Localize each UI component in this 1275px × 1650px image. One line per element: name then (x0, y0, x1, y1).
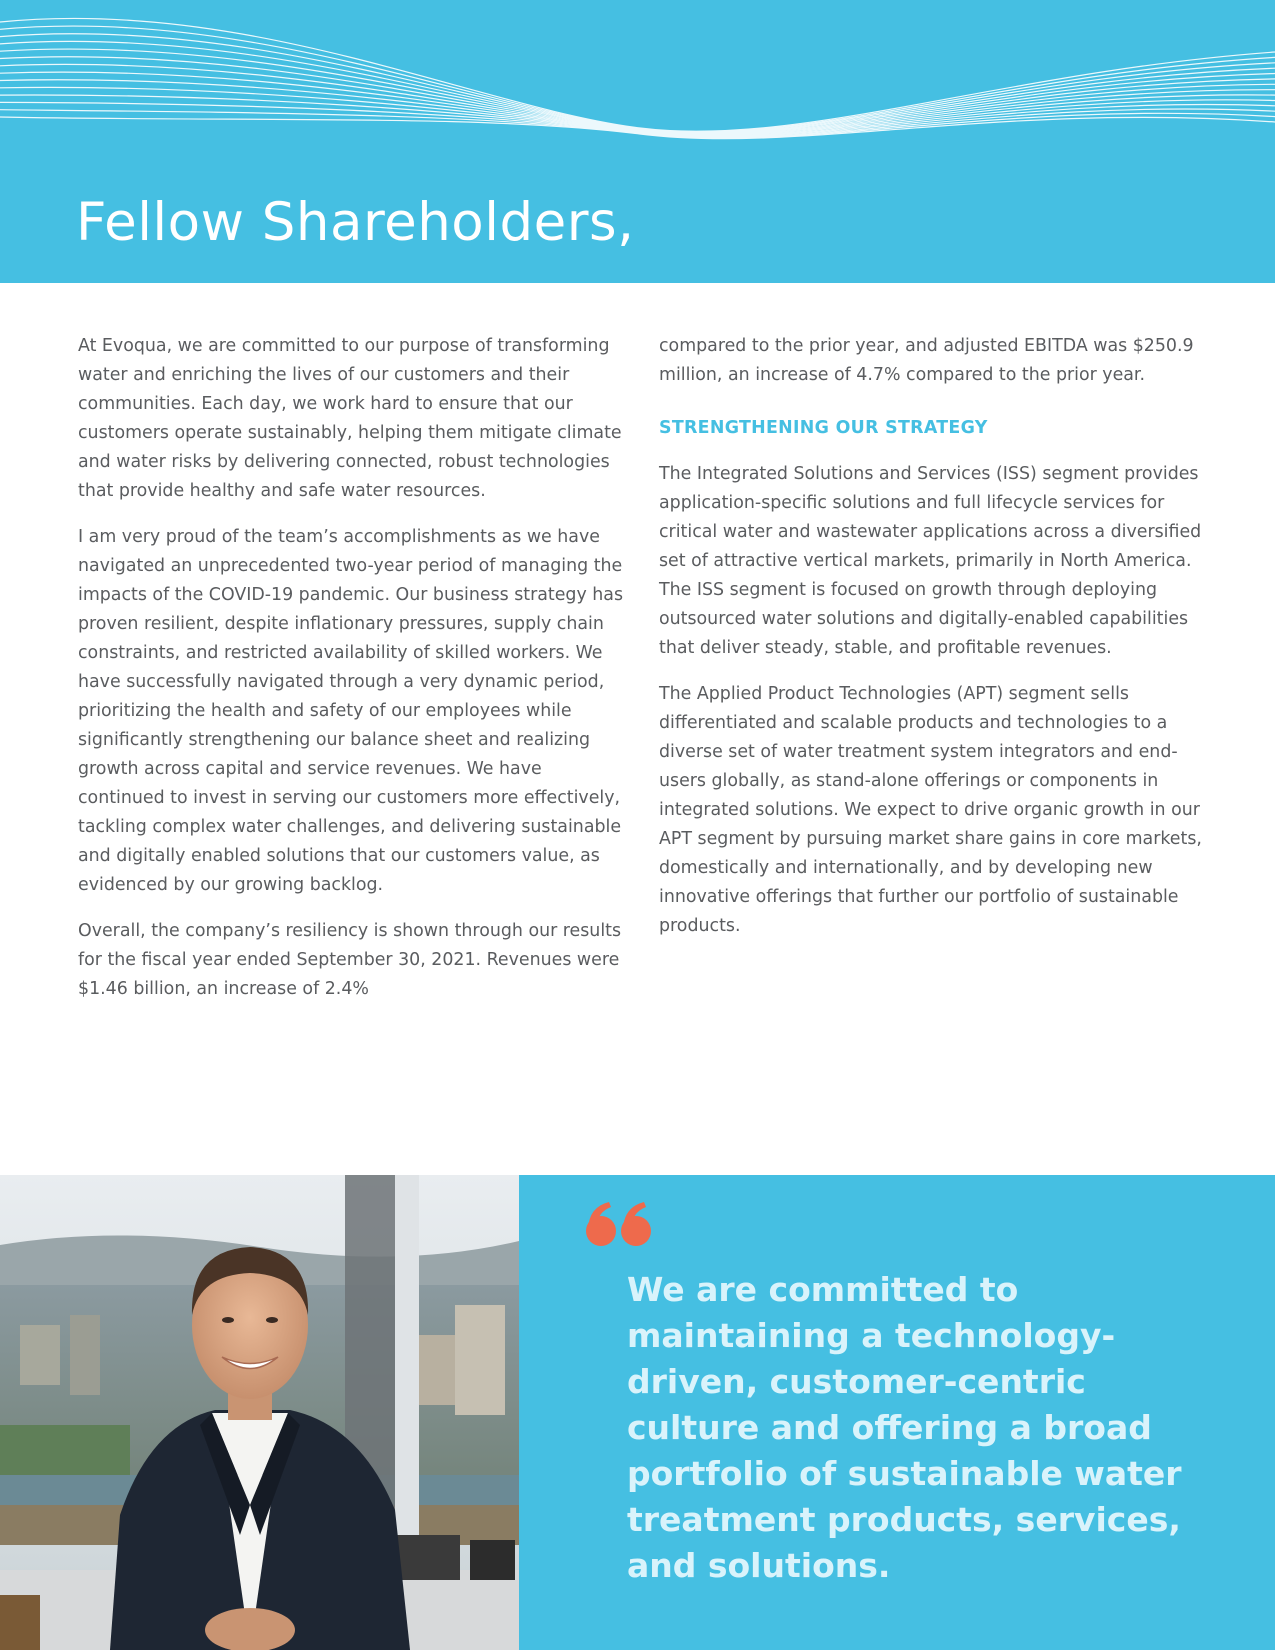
pull-quote-panel (519, 1175, 1275, 1650)
left-text-column (78, 332, 626, 1021)
executive-portrait-photo (0, 1175, 519, 1650)
section-heading-strategy: STRENGTHENING OUR STRATEGY (659, 418, 988, 438)
paragraph-apt-segment: The Applied Product Technologies (APT) segment sells differentiated and scalable products and technologies to a diverse set of water treatment system integrators and end-users globally, as stand-alone offerings or components in integrated solutions. We expect to drive organic growth in our APT segment by pursuing market share gains in core markets, domestically and internationally, and by developing new innovative offerings that further our portfolio of sustainable products. (659, 684, 1202, 936)
paragraph-intro: At Evoqua, we are committed to our purpose of transforming water and enriching the lives of our customers and their communities. Each day, we work hard to ensure that our customers operate sustainably, helping them mitigate climate and water risks by delivering connected, robust technologies that provide healthy and safe water resources. (78, 336, 622, 501)
paragraph-iss-segment: The Integrated Solutions and Services (ISS) segment provides application-specific solutions and full lifecycle services for critical water and wastewater applications across a diversified set of attractive vertical markets, primarily in North America. The ISS segment is focused on growth through deploying outsourced water solutions and digitally-enabled capabilities that deliver steady, stable, and profitable revenues. (659, 464, 1202, 658)
page-title: Fellow Shareholders, (76, 192, 635, 253)
paragraph-results: Overall, the company’s resiliency is shown through our results for the fiscal year ended September 30, 2021. Revenues were $1.46 billion, an increase of 2.4% (78, 921, 622, 999)
wave-line (0, 26, 1275, 132)
paragraph-results-continued: compared to the prior year, and adjusted EBITDA was $250.9 million, an increase of 4.7% compared to the prior year. (659, 336, 1194, 385)
pull-quote-text: We are committed to maintaining a technology-driven, customer-centric culture and offering a broad portfolio of sustainable water treatment products, services, and solutions. (627, 1270, 1182, 1585)
paragraph-accomplishments: I am very proud of the team’s accomplishments as we have navigated an unprecedented two-year period of managing the impacts of the COVID-19 pandemic. Our business strategy has proven resilient, despite inflationary pressures, supply chain constraints, and restricted availability of skilled workers. We have successfully navigated through a very dynamic period, prioritizing the health and safety of our employees while significantly strengthening our balance sheet and realizing growth across capital and service revenues. We have continued to invest in serving our customers more effectively, tackling complex water challenges, and delivering sustainable and digitally enabled solutions that our customers value, as evidenced by our growing backlog. (78, 527, 624, 895)
quote-mark-icon (585, 1201, 655, 1247)
right-text-column (659, 332, 1207, 958)
header-banner (0, 0, 1275, 283)
portrait-illustration (0, 1175, 519, 1650)
